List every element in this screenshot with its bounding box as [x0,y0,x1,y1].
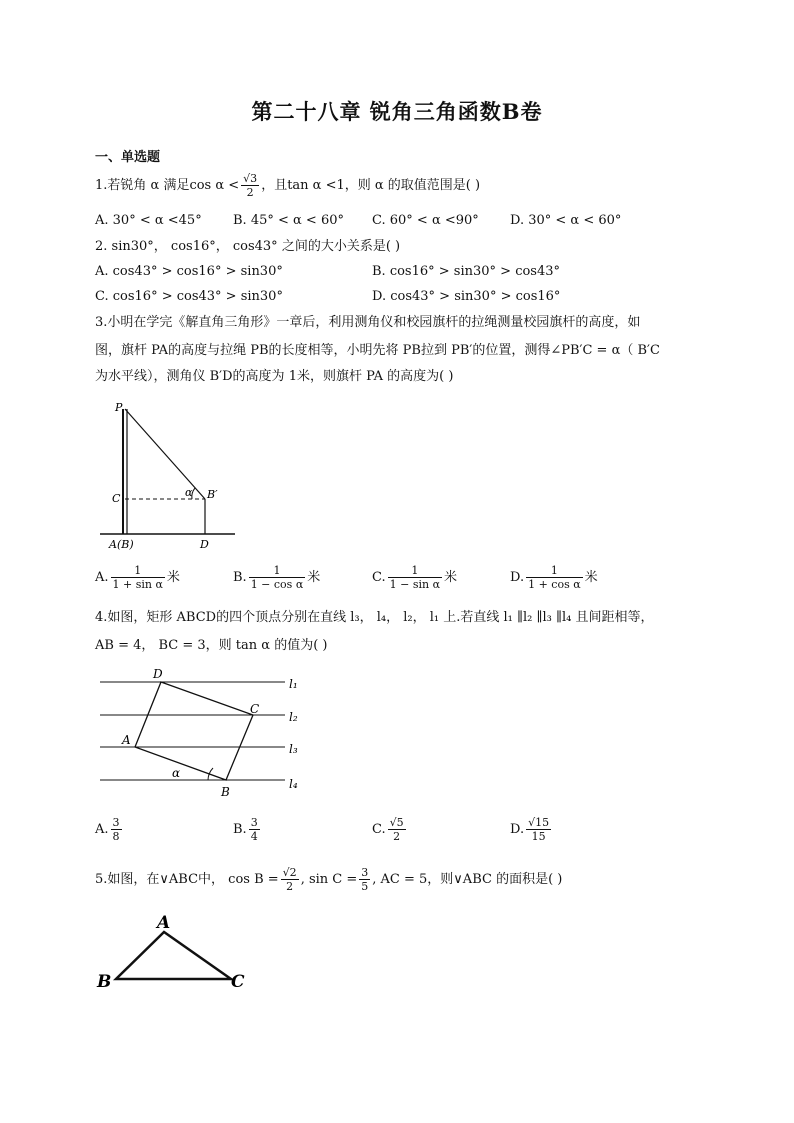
q4-option-c-fraction [388,816,406,843]
q4-option-a-letter: A. [95,822,109,837]
q4-label-l4: l₄ [289,777,298,791]
q4-option-b-letter: B. [233,822,247,837]
q3-option-a[interactable] [95,564,180,591]
q4-option-c-den: 2 [393,830,401,843]
page-title: 第二十八章 锐角三角函数B卷 [251,99,543,124]
q3-option-d[interactable] [510,564,598,591]
q3-option-c-unit: 米 [444,570,458,585]
q2-option-d[interactable]: D. cos43° > sin30° > cos16° [372,289,561,304]
q5-label-a: A [157,913,171,933]
question-3-line-3: 为水平线），测角仪 B′D的高度为 1米，则旗杆 PA 的高度为( ) [95,369,454,384]
q4-option-d-den: 15 [531,830,546,843]
q3-option-c-num: 1 [388,564,442,578]
q4-label-c: C [250,702,260,716]
q3-label-b-prime: B′ [207,488,218,501]
q3-option-a-letter: A. [95,570,109,585]
q4-option-c-letter: C. [372,822,386,837]
q1-option-c[interactable]: C. 60° < α <90° [372,213,479,228]
q3-label-c: C [112,492,121,505]
question-3-line-2: 图，旗杆 PA的高度与拉绳 PB的长度相等，小明先将 PB拉到 PB′的位置，测得∠PB′C = α（ B′C [95,343,660,358]
q5-f2-den: 5 [361,880,369,893]
q1-text-post: ，且tan α <1，则 α 的取值范围是( ) [261,178,481,193]
q4-option-b[interactable] [233,816,262,843]
q1-option-d[interactable]: D. 30° < α < 60° [510,213,622,228]
q3-option-a-fraction [111,564,165,591]
q5-figure-triangle [95,910,255,995]
q4-option-b-num: 3 [250,816,258,829]
q3-label-p: P [115,401,123,414]
q1-option-b[interactable]: B. 45° < α < 60° [233,213,344,228]
q3-option-b-den: 1 − cos α [250,578,304,591]
q3-option-b[interactable] [233,564,320,591]
question-1-stem [95,172,480,199]
q3-option-d-unit: 米 [584,570,598,585]
q5-f1-den: 2 [286,880,294,893]
q1-fraction [241,172,259,199]
q5-triangle-abc [116,932,231,979]
question-3-line-1: 3.小明在学完《解直角三角形》一章后，利用测角仪和校园旗杆的拉绳测量校园旗杆的高度，如 [95,315,641,330]
q5-text-post: , AC = 5，则∨ABC 的面积是( ) [372,872,563,887]
q3-option-c-letter: C. [372,570,386,585]
section-heading: 一、单选题 [95,150,161,165]
q1-frac-den: 2 [246,186,254,199]
q3-rope-pb-prime [125,409,205,499]
q4-option-b-fraction [249,816,260,843]
q3-label-ab: A(B) [109,538,134,551]
q3-option-b-fraction [249,564,306,591]
q4-label-alpha: α [172,766,181,780]
q3-option-d-fraction [526,564,583,591]
q4-label-l1: l₁ [289,677,298,691]
q5-label-b: B [97,972,112,992]
q4-figure-rectangle [95,664,310,804]
q4-option-d-letter: D. [510,822,525,837]
q4-label-b: B [221,785,230,799]
q3-option-b-letter: B. [233,570,247,585]
q5-text-mid: , sin C = [300,872,358,887]
q3-option-d-den: 1 + cos α [528,578,581,591]
q4-option-a-num: 3 [112,816,120,829]
q3-label-alpha: α [185,486,193,499]
q3-option-b-unit: 米 [307,570,321,585]
q4-option-c[interactable] [372,816,408,843]
q4-label-a: A [122,733,131,747]
q4-label-l3: l₃ [289,742,298,756]
q3-option-b-num: 1 [249,564,306,578]
q3-label-d: D [200,538,209,551]
question-4-line-1: 4.如图，矩形 ABCD的四个顶点分别在直线 l₃， l₄， l₂， l₁ 上.若直线 l₁ ∥l₂ ∥l₃ ∥l₄ 且间距相等， [95,610,654,625]
q4-option-a-fraction [111,816,122,843]
q2-option-a[interactable]: A. cos43° > cos16° > sin30° [95,264,283,279]
q3-option-c-fraction [388,564,442,591]
q4-option-a[interactable] [95,816,124,843]
q4-option-d-num: √15 [528,816,550,829]
q3-option-d-letter: D. [510,570,525,585]
question-2-stem: 2. sin30°， cos16°， cos43° 之间的大小关系是( ) [95,239,401,254]
q3-option-c-den: 1 − sin α [389,578,441,591]
q1-frac-num: √3 [243,172,258,185]
q3-option-a-den: 1 + sin α [112,578,163,591]
q3-option-c[interactable] [372,564,457,591]
q4-option-d[interactable] [510,816,553,843]
q3-figure-flagpole [95,398,245,558]
q4-label-l2: l₂ [289,710,298,724]
q4-rectangle-abcd [135,682,253,780]
q4-option-d-fraction [526,816,551,843]
q4-option-a-den: 8 [112,830,120,843]
q5-f1-num: √2 [282,866,297,879]
q2-option-c[interactable]: C. cos16° > cos43° > sin30° [95,289,283,304]
q5-fraction-sinc [359,866,370,893]
q1-text-pre: 1.若锐角 α 满足cos α < [95,178,240,193]
q5-fraction-cosb [281,866,299,893]
q4-option-c-num: √5 [389,816,404,829]
question-4-line-2: AB = 4， BC = 3，则 tan α 的值为( ) [95,638,328,653]
q5-text-pre: 5.如图，在∨ABC中， cos B = [95,872,279,887]
q5-label-c: C [231,972,245,992]
question-5-stem [95,866,562,893]
q3-option-a-unit: 米 [166,570,180,585]
q2-option-b[interactable]: B. cos16° > sin30° > cos43° [372,264,561,279]
q1-option-a[interactable]: A. 30° < α <45° [95,213,202,228]
q4-label-d: D [153,667,163,681]
q3-option-a-num: 1 [111,564,165,578]
q5-f2-num: 3 [361,866,369,879]
q4-option-b-den: 4 [250,830,258,843]
q3-option-d-num: 1 [526,564,583,578]
